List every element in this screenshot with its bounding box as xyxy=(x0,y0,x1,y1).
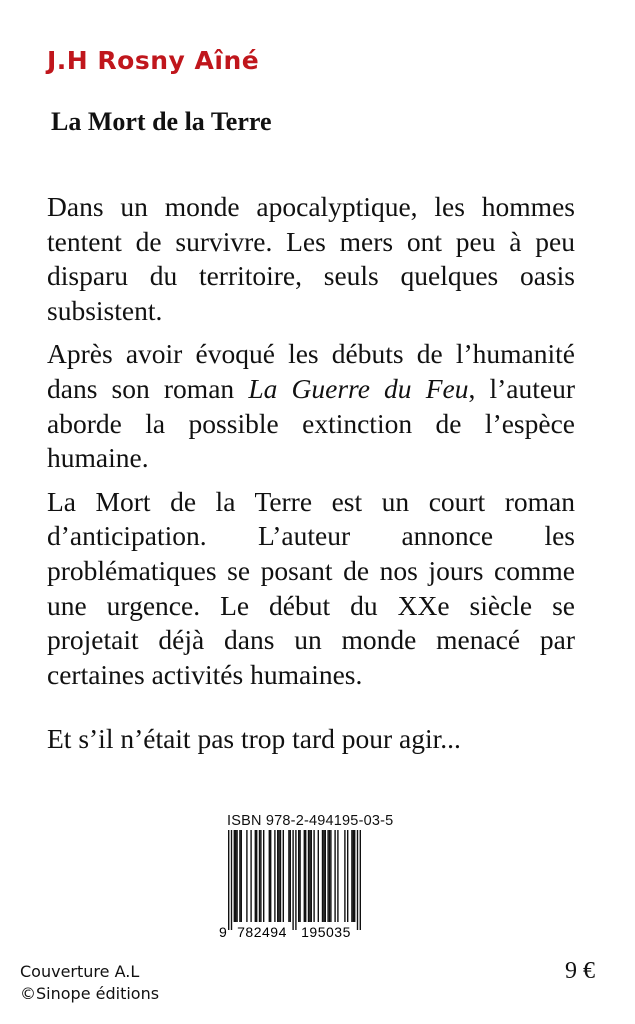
barcode-bar xyxy=(246,830,247,922)
barcode-bar xyxy=(256,830,257,922)
barcode-bar xyxy=(288,830,289,922)
barcode-bar xyxy=(330,830,331,922)
barcode-bar xyxy=(235,830,236,922)
barcode-bar xyxy=(360,830,361,930)
barcode-lead-digit: 9 xyxy=(219,924,227,940)
barcode-bar xyxy=(298,830,299,922)
book-title: La Mort de la Terre xyxy=(51,107,272,136)
ean13-barcode xyxy=(216,830,366,942)
blurb-closing-line: Et s’il n’était pas trop tard pour agir... xyxy=(47,723,461,755)
blurb-p2-end: , l’auteur aborde la possible extinction de l’espèce humaine. xyxy=(47,372,575,474)
barcode-bar xyxy=(274,830,275,922)
barcode-bar xyxy=(327,830,328,922)
barcode-bar xyxy=(239,830,240,922)
referenced-book-title: La Guerre du Feu xyxy=(248,372,469,404)
barcode-bar xyxy=(260,830,261,922)
barcode-bar xyxy=(353,830,354,922)
barcode-bar xyxy=(347,830,348,922)
barcode-bar xyxy=(259,830,260,922)
blurb-p2-start: Après avoir évoqué les débuts de l’humanité dans son roman xyxy=(47,338,575,404)
barcode-bar xyxy=(313,830,314,922)
barcode-bar xyxy=(278,830,279,922)
barcode-left-digits: 782494 xyxy=(237,924,287,940)
barcode-bar xyxy=(292,830,293,930)
barcode-bar xyxy=(318,830,319,922)
barcode-bar xyxy=(337,830,338,922)
cover-designer-credit: Couverture A.L xyxy=(20,962,140,981)
blurb-paragraph-2 xyxy=(47,337,575,475)
barcode-bars xyxy=(228,830,361,930)
barcode-bar xyxy=(334,830,335,922)
barcode-bar xyxy=(277,830,278,922)
barcode-bar xyxy=(322,830,323,922)
blurb-paragraph-1: Dans un monde apocalyptique, les hommes tentent de survivre. Les mers ont peu à peu disparu du territoire, seuls quelques oasis subsistent. xyxy=(47,191,575,326)
barcode-bar xyxy=(295,830,296,930)
barcode-bar xyxy=(255,830,256,922)
isbn-label: ISBN 978-2-494195-03-5 xyxy=(227,813,394,829)
blurb-paragraph-3: La Mort de la Terre est un court roman d’anticipation. L’auteur annonce les problématiques se posant de nos jours comme une urgence. Le début du XXe siècle se projetait déjà dans un monde menacé par certaines activités humaines. xyxy=(47,485,575,690)
barcode-bar xyxy=(283,830,284,922)
barcode-bar xyxy=(228,830,229,930)
barcode-bar xyxy=(357,830,358,930)
barcode-bar xyxy=(241,830,242,922)
publisher-credit: ©Sinope éditions xyxy=(20,984,160,1003)
barcode-bar xyxy=(250,830,251,922)
barcode-bar xyxy=(299,830,300,922)
barcode-bar xyxy=(269,830,270,922)
barcode-bar xyxy=(234,830,235,922)
barcode-bar xyxy=(290,830,291,922)
barcode-bar xyxy=(270,830,271,922)
barcode-right-digits: 195035 xyxy=(301,924,351,940)
barcode-bar xyxy=(308,830,309,922)
barcode-bar xyxy=(323,830,324,922)
cover-credits xyxy=(20,961,159,1005)
barcode-bar xyxy=(354,830,355,922)
barcode-bar xyxy=(311,830,312,922)
barcode-bar xyxy=(231,830,232,930)
barcode-bar xyxy=(236,830,237,922)
barcode-bar xyxy=(309,830,310,922)
author-name: J.H Rosny Aîné xyxy=(47,46,260,75)
barcode-bar xyxy=(329,830,330,922)
barcode-bar xyxy=(304,830,305,922)
barcode-bar xyxy=(305,830,306,922)
barcode-bar xyxy=(351,830,352,922)
barcode-bar xyxy=(280,830,281,922)
barcode-bar xyxy=(344,830,345,922)
barcode-bar xyxy=(325,830,326,922)
barcode-bar xyxy=(263,830,264,922)
price-tag: 9 € xyxy=(565,958,595,984)
back-cover-blurb xyxy=(47,190,575,766)
